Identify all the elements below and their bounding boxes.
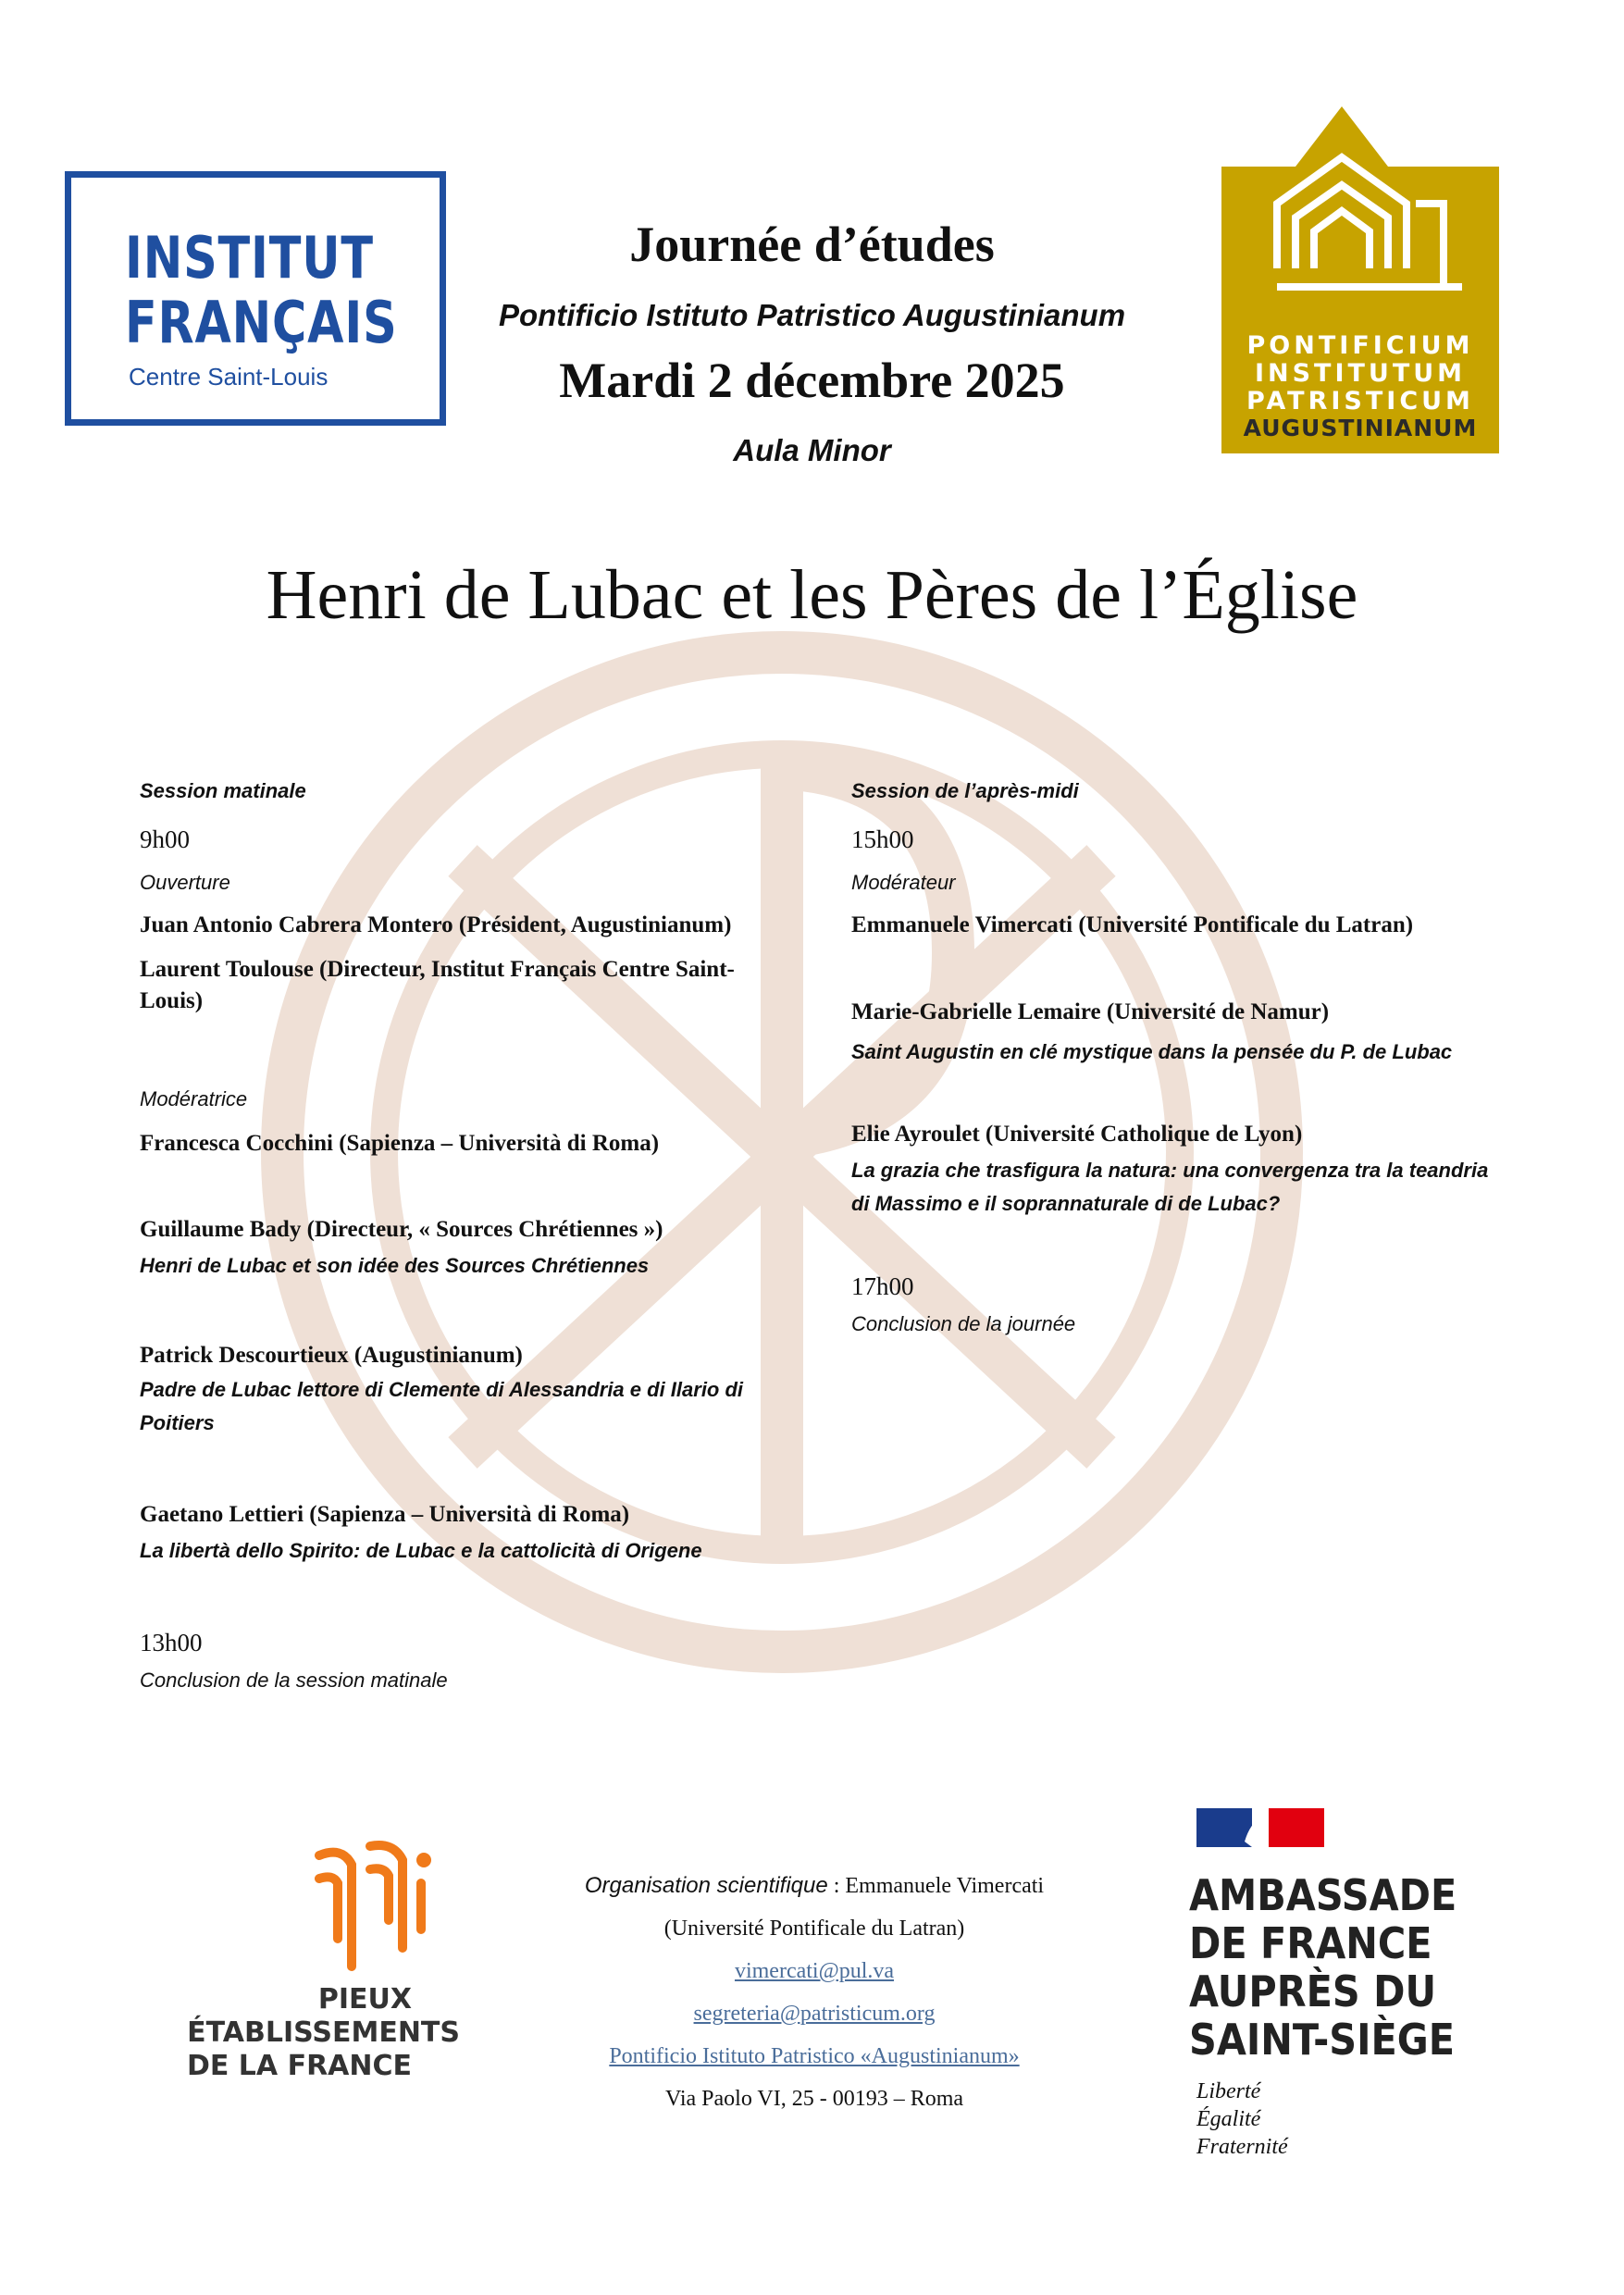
talk-speaker: Marie-Gabrielle Lemaire (Université de Namur) [851,999,1330,1024]
morning-heading: Session matinale [140,779,306,802]
pieux-emblem-icon [305,1828,444,1985]
embassy-line3: AUPRÈS DU [1189,1966,1437,2016]
institute-link[interactable]: Pontificio Istituto Patristico «Augustinianum» [609,2044,1020,2068]
pieux-line1: PIEUX [317,1983,412,2016]
organisation-block [518,1865,1110,2120]
motto-fraternite: Fraternité [1196,2135,1288,2159]
marianne-flag-icon [1196,1805,1326,1851]
event-date: Mardi 2 décembre 2025 [559,353,1065,408]
organisation-affiliation: (Université Pontificale du Latran) [663,1917,965,1941]
email-link-segreteria[interactable]: segreteria@patristicum.org [693,2002,936,2026]
embassy-logo [1189,1805,1578,2159]
morning-time-close: 13h00 [140,1629,203,1656]
afternoon-session [851,779,1499,1336]
logo-aug-line3: PATRISTICUM [1246,387,1474,416]
afternoon-time-close: 17h00 [851,1272,914,1300]
talk-speaker: Gaetano Lettieri (Sapienza – Università di Roma) [140,1502,630,1527]
logo-aug-line2: INSTITUTUM [1254,359,1467,388]
talk-speaker: Guillaume Bady (Directeur, « Sources Chrétiennes ») [140,1217,663,1242]
logo-if-subtitle: Centre Saint-Louis [129,363,329,391]
email-link-vimercati[interactable]: vimercati@pul.va [734,1959,895,1983]
morning-time-open: 9h00 [140,825,190,853]
afternoon-closing-label: Conclusion de la journée [851,1312,1076,1335]
motto-egalite: Égalité [1196,2107,1261,2131]
talk-title: Henri de Lubac et son idée des Sources Chrétiennes [140,1254,650,1277]
motto-liberte: Liberté [1196,2079,1261,2103]
opening-label: Ouverture [140,871,230,894]
afternoon-time-open: 15h00 [851,825,914,853]
organisation-label: Organisation scientifique [584,1873,828,1898]
moderator-label: Modératrice [140,1087,248,1110]
morning-session [140,779,778,1693]
organisation-line [518,1865,1110,1907]
pieux-etablissements-logo [116,1828,460,2105]
talk-speaker: Elie Ayroulet (Université Catholique de Lyon) [851,1122,1303,1147]
moderator-label: Modérateur [851,871,956,894]
talk-title: La libertà dello Spirito: de Lubac e la cattolicità di Origene [140,1539,702,1562]
opening-speaker: Juan Antonio Cabrera Montero (Président, Augustinianum) [140,912,732,937]
logo-if-line1: INSTITUT [125,224,374,292]
venue: Pontificio Istituto Patristico Augustinianum [498,298,1126,332]
pieux-line3: DE LA FRANCE [186,2050,412,2082]
organisation-name: Emmanuele Vimercati [845,1874,1045,1898]
logo-aug-line1: PONTIFICIUM [1246,331,1474,360]
talk-title: Padre de Lubac lettore di Clemente di Alessandria e di Ilario di Poitiers [140,1378,744,1434]
morning-moderator: Francesca Cocchini (Sapienza – Università di Roma) [140,1131,660,1156]
embassy-line4: SAINT-SIÈGE [1189,2015,1456,2065]
opening-speaker: Laurent Toulouse (Directeur, Institut Français Centre Saint-Louis) [140,957,735,1013]
address: Via Paolo VI, 25 - 00193 – Roma [664,2087,964,2111]
page-title: Henri de Lubac et les Pères de l’Église [266,556,1358,634]
embassy-line2: DE FRANCE [1189,1918,1432,1968]
afternoon-heading: Session de l’après-midi [851,779,1079,802]
talk-speaker: Patrick Descourtieux (Augustinianum) [140,1343,523,1368]
logo-aug-line4: AUGUSTINIANUM [1243,415,1478,441]
talk-title: Saint Augustin en clé mystique dans la pensée du P. de Lubac [851,1040,1453,1063]
morning-closing-label: Conclusion de la session matinale [140,1669,448,1692]
pieux-line2: ÉTABLISSEMENTS [187,2016,460,2049]
logo-if-line2: FRANÇAIS [125,289,398,356]
event-type: Journée d’études [629,217,995,272]
talk-title: La grazia che trasfigura la natura: una convergenza tra la teandria di Massimo e il soprannaturale di de Lubac? [851,1159,1489,1215]
organisation-separator: : [827,1874,846,1898]
room: Aula Minor [733,433,891,467]
afternoon-moderator: Emmanuele Vimercati (Université Pontificale du Latran) [851,912,1414,937]
embassy-line1: AMBASSADE [1189,1870,1457,1920]
